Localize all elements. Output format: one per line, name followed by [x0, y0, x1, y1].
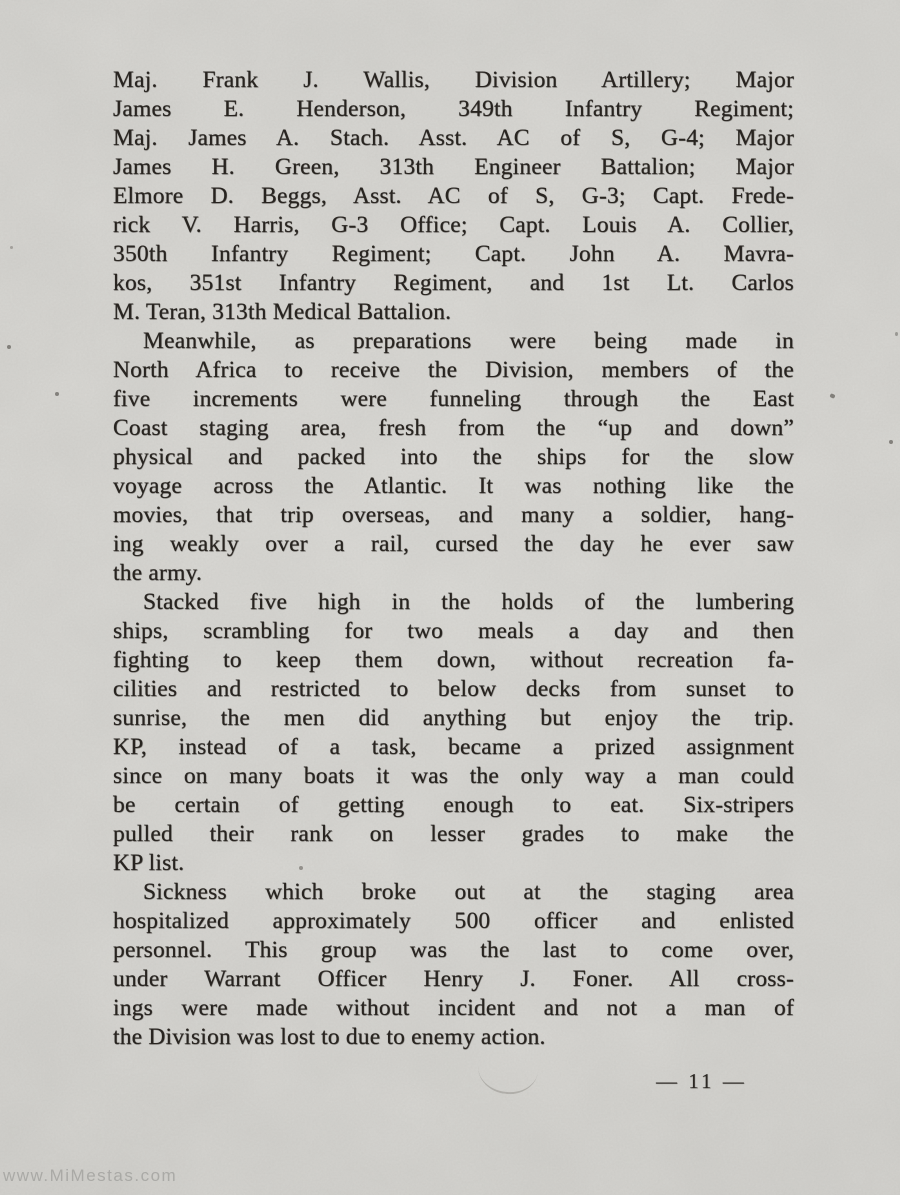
text-line: personnel. This group was the last to come over,	[113, 937, 794, 963]
text-line: KP, instead of a task, became a prized assignment	[113, 734, 794, 760]
text-line: pulled their rank on lesser grades to make the	[113, 821, 794, 847]
ink-speck	[895, 332, 898, 336]
text-line: the Division was lost to due to enemy action.	[113, 1024, 546, 1050]
text-line: since on many boats it was the only way a man could	[113, 763, 794, 789]
text-line: ings were made without incident and not a man of	[113, 995, 794, 1021]
text-line: Stacked five high in the holds of the lumbering	[143, 589, 794, 615]
text-line: ing weakly over a rail, cursed the day he ever saw	[113, 531, 794, 557]
ink-speck	[829, 393, 835, 399]
text-line: be certain of getting enough to eat. Six-stripers	[113, 792, 794, 818]
text-line: Elmore D. Beggs, Asst. AC of S, G-3; Capt. Frede-	[113, 183, 794, 209]
text-line: 350th Infantry Regiment; Capt. John A. Mavra-	[113, 241, 794, 267]
ink-speck	[299, 866, 303, 870]
text-line: ships, scrambling for two meals a day and then	[113, 618, 794, 644]
page-text	[113, 66, 794, 1052]
text-line: physical and packed into the ships for the slow	[113, 444, 794, 470]
text-line: fighting to keep them down, without recreation fa-	[113, 647, 794, 673]
text-line: Coast staging area, fresh from the “up and down”	[113, 415, 794, 441]
text-line: five increments were funneling through the East	[113, 386, 794, 412]
text-line: voyage across the Atlantic. It was nothing like the	[113, 473, 794, 499]
ink-speck	[7, 345, 11, 349]
text-line: Meanwhile, as preparations were being made in	[143, 328, 794, 354]
text-line: M. Teran, 313th Medical Battalion.	[113, 299, 452, 325]
ink-speck	[55, 392, 59, 396]
page-number: — 11 —	[656, 1069, 747, 1093]
text-line: James E. Henderson, 349th Infantry Regiment;	[113, 96, 794, 122]
paragraph	[113, 66, 794, 327]
text-line: the army.	[113, 560, 203, 586]
pencil-arc-mark	[476, 1063, 539, 1097]
paragraph	[113, 588, 794, 878]
text-line: rick V. Harris, G-3 Office; Capt. Louis A. Collier,	[113, 212, 794, 238]
text-line: kos, 351st Infantry Regiment, and 1st Lt. Carlos	[113, 270, 794, 296]
text-line: movies, that trip overseas, and many a soldier, hang-	[113, 502, 794, 528]
text-line: James H. Green, 313th Engineer Battalion; Major	[113, 154, 794, 180]
text-line: sunrise, the men did anything but enjoy the trip.	[113, 705, 794, 731]
text-line: hospitalized approximately 500 officer and enlisted	[113, 908, 794, 934]
paragraph	[113, 327, 794, 588]
text-line: cilities and restricted to below decks from sunset to	[113, 676, 794, 702]
text-line: Sickness which broke out at the staging area	[143, 879, 794, 905]
text-line: under Warrant Officer Henry J. Foner. All cross-	[113, 966, 794, 992]
ink-speck	[10, 246, 13, 249]
text-line: North Africa to receive the Division, members of the	[113, 357, 794, 383]
paragraph	[113, 878, 794, 1052]
watermark: www.MiMestas.com	[3, 1166, 178, 1185]
ink-speck	[889, 440, 893, 444]
text-line: Maj. Frank J. Wallis, Division Artillery; Major	[113, 67, 794, 93]
text-line: KP list.	[113, 850, 185, 876]
text-line: Maj. James A. Stach. Asst. AC of S, G-4; Major	[113, 125, 794, 151]
